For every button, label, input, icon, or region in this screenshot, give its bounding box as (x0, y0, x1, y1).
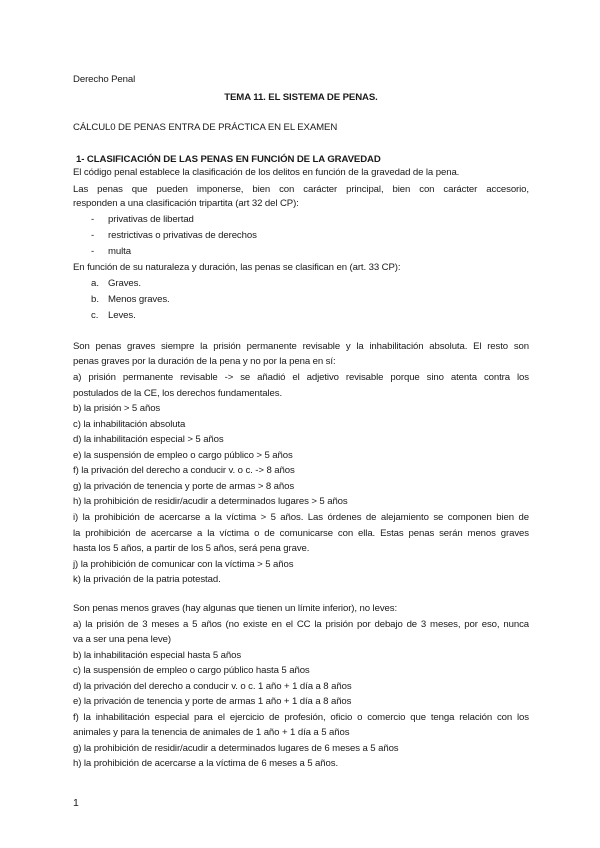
list-line: g) la prohibición de residir/acudir a determinados lugares de 6 meses a 5 años (73, 743, 399, 754)
paragraph-line: i) la prohibición de acercarse a la víctima > 5 años. Las órdenes de alejamiento se componen bien de (73, 512, 529, 523)
list-line: e) la suspensión de empleo o cargo público > 5 años (73, 450, 293, 461)
list-line: h) la prohibición de residir/acudir a determinados lugares > 5 años (73, 496, 348, 507)
paragraph-line: Son penas menos graves (hay algunas que tienen un límite inferior), no leves: (73, 603, 398, 614)
list-line: f) la privación del derecho a conducir v. o c. -> 8 años (73, 465, 295, 476)
list-item: restrictivas o privativas de derechos (108, 230, 257, 241)
list-line: k) la privación de la patria potestad. (73, 574, 221, 585)
list-item: Menos graves. (108, 294, 170, 305)
list-marker: c. (91, 310, 99, 321)
paragraph-line: penas graves por la duración de la pena y no por la pena en sí: (73, 356, 336, 367)
list-item: Graves. (108, 278, 141, 289)
list-line: b) la prisión > 5 años (73, 403, 161, 414)
paragraph-line: Las penas que pueden imponerse, bien con carácter principal, bien con carácter accesorio, (73, 184, 529, 195)
list-item: privativas de libertad (108, 214, 194, 225)
paragraph-line: animales y para la tenencia de animales de 1 año + 1 día a 5 años (73, 727, 350, 738)
list-line: b) la inhabilitación especial hasta 5 años (73, 650, 242, 661)
dash-bullet: - (91, 214, 95, 225)
list-marker: b. (91, 294, 100, 305)
paragraph-line: f) la inhabilitación especial para el ejercicio de profesión, oficio o comercio que tenga relación con los (73, 712, 529, 723)
list-line: h) la prohibición de acercarse a la víctima de 6 meses a 5 años. (73, 758, 339, 769)
document-subtitle: CÁLCUL0 DE PENAS ENTRA DE PRÁCTICA EN EL EXAMEN (73, 122, 338, 133)
list-line: c) la inhabilitación absoluta (73, 419, 186, 430)
list-line: g) la privación de tenencia y porte de armas > 8 años (73, 481, 295, 492)
paragraph-line: va a ser una pena leve) (73, 634, 171, 645)
list-line: j) la prohibición de comunicar con la víctima > 5 años (73, 559, 294, 570)
paragraph-line: postulados de la CE, los derechos fundamentales. (73, 388, 283, 399)
dash-bullet: - (91, 230, 95, 241)
paragraph-line: a) la prisión de 3 meses a 5 años (no existe en el CC la prisión por debajo de 3 meses, por eso, nunca (73, 619, 529, 630)
list-item: multa (108, 246, 131, 257)
list-line: c) la suspensión de empleo o cargo público hasta 5 años (73, 665, 310, 676)
dash-bullet: - (91, 246, 95, 257)
paragraph-line: a) prisión permanente revisable -> se añadió el adjetivo revisable porque sino atenta contra los (73, 372, 529, 383)
document-title: TEMA 11. EL SISTEMA DE PENAS. (224, 92, 378, 103)
paragraph-line: En función de su naturaleza y duración, las penas se clasifican en (art. 33 CP): (73, 262, 401, 273)
list-line: e) la privación de tenencia y porte de armas 1 año + 1 día a 8 años (73, 696, 352, 707)
paragraph-line: hasta los 5 años, a partir de los 5 años, será pena grave. (73, 543, 310, 554)
list-line: d) la inhabilitación especial > 5 años (73, 434, 224, 445)
intro-line: El código penal establece la clasificación de los delitos en función de la gravedad de la pena. (73, 167, 460, 178)
paragraph-line: Son penas graves siempre la prisión permanente revisable y la inhabilitación absoluta. El resto son (73, 341, 529, 352)
list-marker: a. (91, 278, 100, 289)
list-line: d) la privación del derecho a conducir v. o c. 1 año + 1 día a 8 años (73, 681, 352, 692)
paragraph-line: responden a una clasificación tripartita (art 32 del CP): (73, 198, 299, 209)
paragraph-line: la prohibición de acercarse a la víctima o de comunicarse con ella. Estas penas serán menos graves (73, 528, 529, 539)
list-item: Leves. (108, 310, 136, 321)
document-header: Derecho Penal (73, 74, 136, 85)
section-heading: 1- CLASIFICACIÓN DE LAS PENAS EN FUNCIÓN DE LA GRAVEDAD (76, 154, 381, 165)
page-number: 1 (73, 797, 79, 809)
